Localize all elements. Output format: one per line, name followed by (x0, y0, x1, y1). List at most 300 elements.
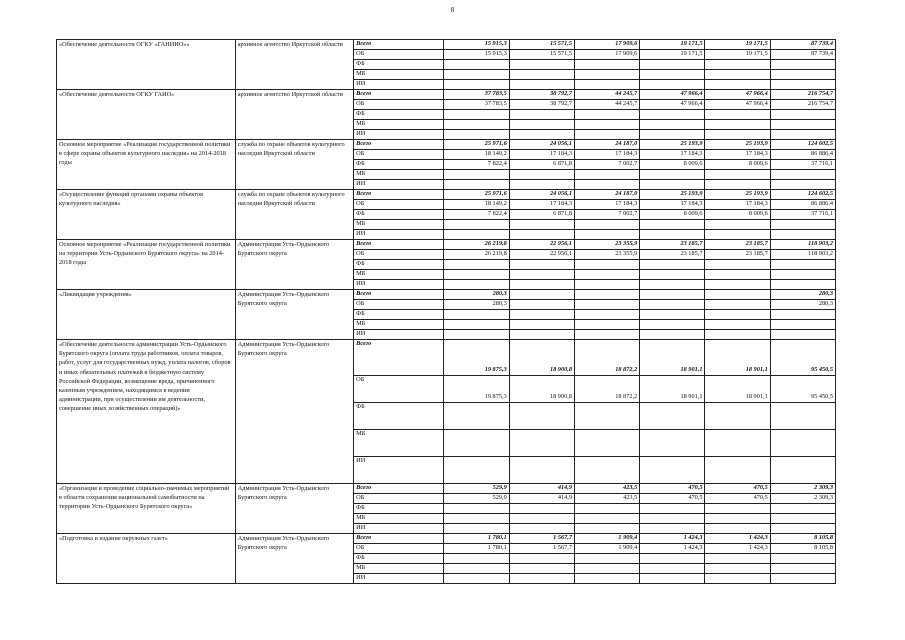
amount-cell (705, 230, 770, 240)
amount-cell (444, 220, 509, 230)
funding-source: ОБ (354, 150, 444, 160)
amount-cell: 15 915,3 (444, 40, 509, 50)
amount-cell: 1 909,4 (574, 534, 639, 544)
amount-cell (770, 514, 835, 524)
funding-source: МБ (354, 320, 444, 330)
amount-cell (509, 430, 574, 457)
funding-source: ИИ (354, 574, 444, 584)
amount-cell (444, 230, 509, 240)
funding-source: ИИ (354, 180, 444, 190)
amount-cell (574, 170, 639, 180)
amount-cell: 18 901,1 (640, 376, 705, 403)
funding-source: ИИ (354, 280, 444, 290)
funding-source: ОБ (354, 376, 444, 403)
amount-cell (705, 320, 770, 330)
amount-cell (640, 320, 705, 330)
funding-source: ФБ (354, 60, 444, 70)
amount-cell: 1 909,4 (574, 544, 639, 554)
amount-cell (509, 60, 574, 70)
amount-cell (705, 110, 770, 120)
amount-cell (444, 524, 509, 534)
funding-source: ФБ (354, 554, 444, 564)
amount-cell (640, 180, 705, 190)
amount-cell (509, 564, 574, 574)
amount-cell (509, 80, 574, 90)
amount-cell (770, 130, 835, 140)
amount-cell (574, 430, 639, 457)
amount-cell: 25 193,9 (640, 190, 705, 200)
funding-source: Всего (354, 340, 444, 376)
amount-cell (770, 524, 835, 534)
amount-cell (770, 403, 835, 430)
amount-cell: 24 187,0 (574, 140, 639, 150)
funding-source: МБ (354, 270, 444, 280)
amount-cell (509, 130, 574, 140)
amount-cell (574, 564, 639, 574)
amount-cell (574, 330, 639, 340)
funding-source: ИИ (354, 524, 444, 534)
funding-source: МБ (354, 430, 444, 457)
amount-cell (509, 330, 574, 340)
amount-cell (770, 320, 835, 330)
amount-cell (770, 120, 835, 130)
amount-cell (705, 330, 770, 340)
amount-cell (770, 260, 835, 270)
amount-cell (770, 220, 835, 230)
amount-cell: 18 901,1 (705, 340, 770, 376)
amount-cell (640, 270, 705, 280)
amount-cell (574, 60, 639, 70)
funding-source: ФБ (354, 260, 444, 270)
funding-source: ОБ (354, 250, 444, 260)
amount-cell (770, 310, 835, 320)
amount-cell (444, 120, 509, 130)
amount-cell (640, 554, 705, 564)
amount-cell (640, 574, 705, 584)
executor-name: служба по охране объектов культурного наследия Иркутской области (235, 140, 353, 190)
amount-cell (444, 320, 509, 330)
amount-cell: 280,3 (444, 300, 509, 310)
amount-cell (574, 230, 639, 240)
amount-cell (640, 130, 705, 140)
amount-cell: 15 571,5 (509, 50, 574, 60)
amount-cell: 87 739,4 (770, 50, 835, 60)
executor-name: служба по охране объектов культурного наследия Иркутской области (235, 190, 353, 240)
amount-cell: 18 900,8 (509, 340, 574, 376)
amount-cell (509, 110, 574, 120)
executor-name: Администрация Усть-Ордынского Бурятского округа (235, 484, 353, 534)
amount-cell (705, 170, 770, 180)
amount-cell: 86 886,4 (770, 200, 835, 210)
amount-cell (640, 300, 705, 310)
table-row (57, 240, 836, 250)
funding-source: ФБ (354, 403, 444, 430)
amount-cell: 414,9 (509, 484, 574, 494)
amount-cell: 17 184,3 (640, 150, 705, 160)
amount-cell (770, 80, 835, 90)
amount-cell (509, 230, 574, 240)
funding-source: ИИ (354, 230, 444, 240)
amount-cell (705, 554, 770, 564)
amount-cell (444, 270, 509, 280)
amount-cell: 87 739,4 (770, 40, 835, 50)
amount-cell (509, 574, 574, 584)
amount-cell: 17 184,3 (509, 150, 574, 160)
amount-cell: 95 450,5 (770, 376, 835, 403)
amount-cell (705, 574, 770, 584)
amount-cell: 124 602,5 (770, 140, 835, 150)
amount-cell (574, 524, 639, 534)
table-row (57, 140, 836, 150)
amount-cell (770, 110, 835, 120)
amount-cell (574, 110, 639, 120)
amount-cell: 47 966,4 (640, 100, 705, 110)
executor-name: архивное агентство Иркутской области (235, 40, 353, 90)
amount-cell: 529,9 (444, 494, 509, 504)
table-row (57, 340, 836, 376)
table-row (57, 40, 836, 50)
funding-source: МБ (354, 220, 444, 230)
amount-cell: 529,9 (444, 484, 509, 494)
amount-cell: 25 971,6 (444, 190, 509, 200)
amount-cell (705, 430, 770, 457)
amount-cell (640, 220, 705, 230)
executor-name: Администрация Усть-Ордынского Бурятского округа (235, 290, 353, 340)
page-number: 8 (450, 6, 455, 14)
amount-cell (770, 180, 835, 190)
amount-cell: 47 966,4 (640, 90, 705, 100)
amount-cell (640, 110, 705, 120)
amount-cell (705, 300, 770, 310)
amount-cell: 7 002,7 (574, 210, 639, 220)
amount-cell (444, 310, 509, 320)
amount-cell: 17 184,3 (574, 200, 639, 210)
amount-cell (705, 457, 770, 484)
funding-source: Всего (354, 90, 444, 100)
amount-cell (574, 290, 639, 300)
funding-source: МБ (354, 514, 444, 524)
amount-cell (705, 524, 770, 534)
amount-cell (705, 514, 770, 524)
amount-cell: 23 185,7 (640, 240, 705, 250)
amount-cell: 37 716,1 (770, 210, 835, 220)
amount-cell (770, 554, 835, 564)
amount-cell (770, 330, 835, 340)
amount-cell: 8 105,8 (770, 534, 835, 544)
amount-cell: 24 056,1 (509, 140, 574, 150)
amount-cell (705, 60, 770, 70)
funding-source: МБ (354, 170, 444, 180)
amount-cell (770, 504, 835, 514)
table-row (57, 484, 836, 494)
funding-source: ОБ (354, 494, 444, 504)
amount-cell (509, 70, 574, 80)
amount-cell: 15 915,3 (444, 50, 509, 60)
amount-cell (509, 524, 574, 534)
amount-cell: 23 355,9 (574, 250, 639, 260)
funding-source: МБ (354, 70, 444, 80)
amount-cell (705, 120, 770, 130)
amount-cell: 95 450,5 (770, 340, 835, 376)
amount-cell: 1 567,7 (509, 544, 574, 554)
amount-cell: 37 716,1 (770, 160, 835, 170)
activity-name: Основное мероприятие «Реализация государственной политики на территории Усть-Ордынского Бурятского округа» на 2014-2018 годы (57, 240, 236, 290)
amount-cell: 19 875,3 (444, 340, 509, 376)
amount-cell (444, 554, 509, 564)
amount-cell (770, 70, 835, 80)
amount-cell (640, 524, 705, 534)
amount-cell: 470,5 (705, 494, 770, 504)
amount-cell (444, 504, 509, 514)
amount-cell (770, 564, 835, 574)
amount-cell (640, 70, 705, 80)
amount-cell: 414,9 (509, 494, 574, 504)
amount-cell (705, 564, 770, 574)
amount-cell: 24 056,1 (509, 190, 574, 200)
funding-source: Всего (354, 534, 444, 544)
amount-cell: 37 783,5 (444, 100, 509, 110)
amount-cell: 423,5 (574, 494, 639, 504)
amount-cell (574, 130, 639, 140)
amount-cell: 280,3 (770, 300, 835, 310)
amount-cell: 25 193,9 (705, 140, 770, 150)
amount-cell: 6 871,8 (509, 160, 574, 170)
amount-cell: 423,5 (574, 484, 639, 494)
amount-cell: 1 424,3 (640, 534, 705, 544)
amount-cell: 17 184,3 (574, 150, 639, 160)
amount-cell (574, 270, 639, 280)
amount-cell (640, 60, 705, 70)
amount-cell (640, 430, 705, 457)
funding-source: ОБ (354, 100, 444, 110)
amount-cell: 24 187,0 (574, 190, 639, 200)
amount-cell: 23 185,7 (705, 240, 770, 250)
amount-cell (705, 180, 770, 190)
executor-name: архивное агентство Иркутской области (235, 90, 353, 140)
funding-source: ФБ (354, 210, 444, 220)
amount-cell (640, 564, 705, 574)
amount-cell (444, 110, 509, 120)
amount-cell (640, 230, 705, 240)
amount-cell (574, 403, 639, 430)
amount-cell: 19 171,5 (640, 50, 705, 60)
budget-table (56, 39, 836, 584)
amount-cell: 216 754,7 (770, 100, 835, 110)
funding-source: ФБ (354, 310, 444, 320)
amount-cell: 17 184,3 (705, 150, 770, 160)
amount-cell (770, 230, 835, 240)
amount-cell: 1 424,3 (705, 534, 770, 544)
amount-cell (574, 70, 639, 80)
funding-source: ОБ (354, 200, 444, 210)
amount-cell (444, 260, 509, 270)
amount-cell (574, 310, 639, 320)
amount-cell (705, 80, 770, 90)
amount-cell: 19 171,5 (640, 40, 705, 50)
amount-cell: 1 567,7 (509, 534, 574, 544)
amount-cell (705, 403, 770, 430)
amount-cell: 18 901,1 (640, 340, 705, 376)
amount-cell: 2 309,3 (770, 484, 835, 494)
amount-cell (509, 403, 574, 430)
amount-cell (574, 180, 639, 190)
amount-cell (705, 220, 770, 230)
amount-cell (444, 430, 509, 457)
activity-name: «Обеспечение деятельности администрации Усть-Ордынского Бурятского округа (оплата труда работников, оплата товаров, работ, услуг для государственных нужд, уплата налогов, сборов и иных обязательных платежей в бюджетную систему Российской Федерации, возмещение вреда, причиненного казенным учреждением, находящимся в ведении администрации, при осуществлении им деятельности, совершение иных хозяйственных операций)» (57, 340, 236, 484)
amount-cell: 17 909,6 (574, 40, 639, 50)
amount-cell (509, 457, 574, 484)
amount-cell (574, 280, 639, 290)
funding-source: ИИ (354, 130, 444, 140)
amount-cell (574, 504, 639, 514)
funding-source: Всего (354, 40, 444, 50)
amount-cell (574, 220, 639, 230)
amount-cell: 25 193,9 (705, 190, 770, 200)
amount-cell (705, 280, 770, 290)
amount-cell: 216 754,7 (770, 90, 835, 100)
amount-cell (509, 554, 574, 564)
amount-cell (640, 457, 705, 484)
amount-cell: 8 009,6 (640, 210, 705, 220)
amount-cell (640, 120, 705, 130)
amount-cell (640, 310, 705, 320)
amount-cell (574, 574, 639, 584)
amount-cell: 19 171,5 (705, 40, 770, 50)
executor-name: Администрация Усть-Ордынского Бурятского округа (235, 240, 353, 290)
amount-cell (770, 60, 835, 70)
amount-cell: 38 792,7 (509, 100, 574, 110)
amount-cell: 18 872,2 (574, 340, 639, 376)
amount-cell (444, 280, 509, 290)
amount-cell: 8 009,6 (640, 160, 705, 170)
amount-cell (770, 574, 835, 584)
amount-cell: 22 956,1 (509, 240, 574, 250)
amount-cell: 7 822,4 (444, 160, 509, 170)
amount-cell: 23 185,7 (705, 250, 770, 260)
funding-source: ФБ (354, 504, 444, 514)
amount-cell: 8 009,6 (705, 210, 770, 220)
amount-cell (770, 270, 835, 280)
amount-cell (509, 280, 574, 290)
amount-cell: 47 966,4 (705, 100, 770, 110)
amount-cell: 25 971,6 (444, 140, 509, 150)
amount-cell: 18 900,8 (509, 376, 574, 403)
amount-cell: 1 424,3 (705, 544, 770, 554)
amount-cell (640, 280, 705, 290)
table-row (57, 290, 836, 300)
amount-cell: 23 355,9 (574, 240, 639, 250)
activity-name: «Подготовка и издание окружных газет» (57, 534, 236, 584)
funding-source: МБ (354, 120, 444, 130)
amount-cell: 18 872,2 (574, 376, 639, 403)
amount-cell (705, 260, 770, 270)
amount-cell: 18 149,2 (444, 150, 509, 160)
funding-source: ИИ (354, 457, 444, 484)
funding-source: Всего (354, 190, 444, 200)
amount-cell (444, 330, 509, 340)
amount-cell (770, 170, 835, 180)
amount-cell: 280,3 (770, 290, 835, 300)
amount-cell: 280,3 (444, 290, 509, 300)
amount-cell (509, 290, 574, 300)
amount-cell (444, 457, 509, 484)
amount-cell: 118 903,2 (770, 240, 835, 250)
amount-cell (574, 554, 639, 564)
amount-cell (509, 300, 574, 310)
amount-cell (509, 220, 574, 230)
amount-cell: 26 219,8 (444, 240, 509, 250)
amount-cell (705, 130, 770, 140)
amount-cell (640, 403, 705, 430)
amount-cell: 22 956,1 (509, 250, 574, 260)
amount-cell (509, 120, 574, 130)
amount-cell: 470,5 (705, 484, 770, 494)
amount-cell (640, 504, 705, 514)
amount-cell: 7 822,4 (444, 210, 509, 220)
amount-cell (705, 270, 770, 280)
amount-cell (574, 514, 639, 524)
activity-name: «Организация и проведение социально-значимых мероприятий в области сохранения национальной самобытности на территории Усть-Ордынского Бурятского округа» (57, 484, 236, 534)
amount-cell (444, 514, 509, 524)
amount-cell: 19 171,5 (705, 50, 770, 60)
funding-source: Всего (354, 484, 444, 494)
amount-cell: 15 571,5 (509, 40, 574, 50)
amount-cell (640, 290, 705, 300)
activity-name: «Обеспечение деятельности ОГКУ ГАИО» (57, 90, 236, 140)
funding-source: ОБ (354, 544, 444, 554)
amount-cell: 25 193,9 (640, 140, 705, 150)
amount-cell: 26 219,8 (444, 250, 509, 260)
amount-cell: 124 602,5 (770, 190, 835, 200)
amount-cell (444, 564, 509, 574)
amount-cell (640, 80, 705, 90)
amount-cell (509, 514, 574, 524)
amount-cell (574, 300, 639, 310)
amount-cell: 37 783,5 (444, 90, 509, 100)
amount-cell (705, 310, 770, 320)
amount-cell: 44 245,7 (574, 90, 639, 100)
amount-cell: 8 105,8 (770, 544, 835, 554)
amount-cell (509, 180, 574, 190)
amount-cell: 7 002,7 (574, 160, 639, 170)
amount-cell: 1 780,1 (444, 544, 509, 554)
amount-cell: 47 966,4 (705, 90, 770, 100)
amount-cell (574, 457, 639, 484)
amount-cell (444, 403, 509, 430)
table-row (57, 90, 836, 100)
amount-cell (770, 457, 835, 484)
amount-cell: 17 184,3 (705, 200, 770, 210)
funding-source: Всего (354, 240, 444, 250)
funding-source: ОБ (354, 50, 444, 60)
amount-cell (444, 574, 509, 584)
amount-cell (509, 170, 574, 180)
amount-cell (509, 270, 574, 280)
amount-cell (574, 260, 639, 270)
table-row (57, 534, 836, 544)
funding-source: МБ (354, 564, 444, 574)
funding-source: ОБ (354, 300, 444, 310)
amount-cell (574, 320, 639, 330)
funding-source: Всего (354, 140, 444, 150)
amount-cell (705, 70, 770, 80)
amount-cell: 6 871,8 (509, 210, 574, 220)
activity-name: «Осуществление функций органами охраны объектов культурного наследия» (57, 190, 236, 240)
amount-cell: 17 184,3 (509, 200, 574, 210)
amount-cell (705, 290, 770, 300)
amount-cell (640, 170, 705, 180)
amount-cell: 470,5 (640, 494, 705, 504)
